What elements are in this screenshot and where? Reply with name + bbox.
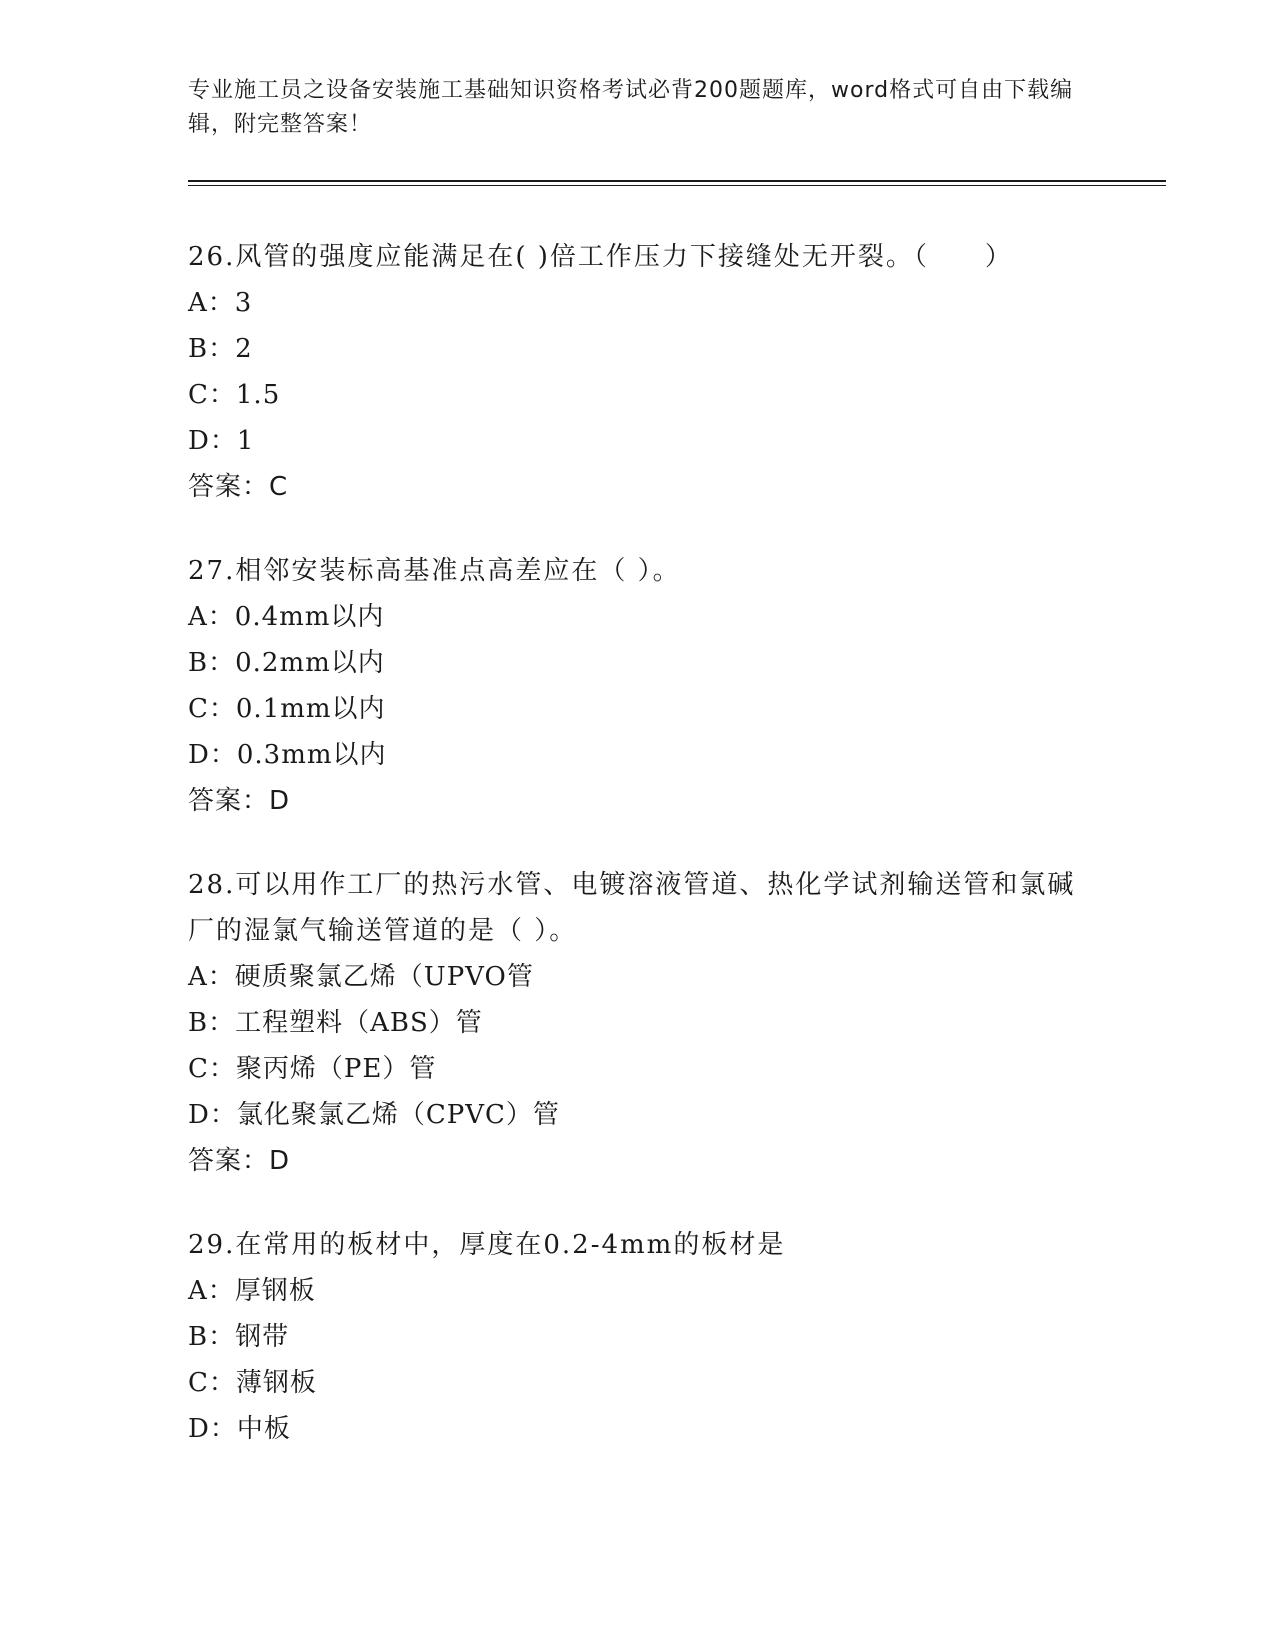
option-c: C：1.5	[188, 380, 281, 410]
option-a: A：硬质聚氯乙烯（UPVO管	[188, 962, 534, 992]
answer: 答案：C	[188, 472, 289, 502]
option-b: B：工程塑料（ABS）管	[188, 1008, 483, 1038]
header-divider-thin	[188, 185, 1166, 186]
question-stem: 28.可以用作工厂的热污水管、电镀溶液管道、热化学试剂输送管和氯碱厂的湿氯气输送管道的是（ ）。	[188, 870, 1076, 946]
option-c: C：聚丙烯（PE）管	[188, 1054, 437, 1084]
question-stem: 26.风管的强度应能满足在( )倍工作压力下接缝处无开裂。（ ）	[188, 242, 1013, 272]
document-header: 专业施工员之设备安装施工基础知识资格考试必背200题题库，word格式可自由下载编辑，附完整答案！	[188, 78, 1074, 137]
option-b: B：0.2mm以内	[188, 648, 385, 678]
question-27	[188, 548, 1088, 824]
question-stem: 27.相邻安装标高基准点高差应在（ ）。	[188, 556, 681, 586]
question-28	[188, 862, 1088, 1184]
option-b: B：2	[188, 334, 253, 364]
question-stem: 29.在常用的板材中，厚度在0.2-4mm的板材是	[188, 1230, 786, 1260]
option-a: A：3	[188, 288, 253, 318]
answer: 答案：D	[188, 786, 291, 816]
option-d: D：1	[188, 426, 255, 456]
question-26	[188, 234, 1088, 510]
option-d: D：0.3mm以内	[188, 740, 387, 770]
question-list	[188, 234, 1088, 1490]
header-divider	[188, 180, 1166, 182]
option-c: C：0.1mm以内	[188, 694, 386, 724]
option-c: C：薄钢板	[188, 1368, 317, 1398]
option-a: A：0.4mm以内	[188, 602, 385, 632]
option-b: B：钢带	[188, 1322, 290, 1352]
option-d: D：氯化聚氯乙烯（CPVC）管	[188, 1100, 560, 1130]
option-d: D：中板	[188, 1414, 291, 1444]
question-29	[188, 1222, 1088, 1452]
option-a: A：厚钢板	[188, 1276, 316, 1306]
answer: 答案：D	[188, 1146, 291, 1176]
